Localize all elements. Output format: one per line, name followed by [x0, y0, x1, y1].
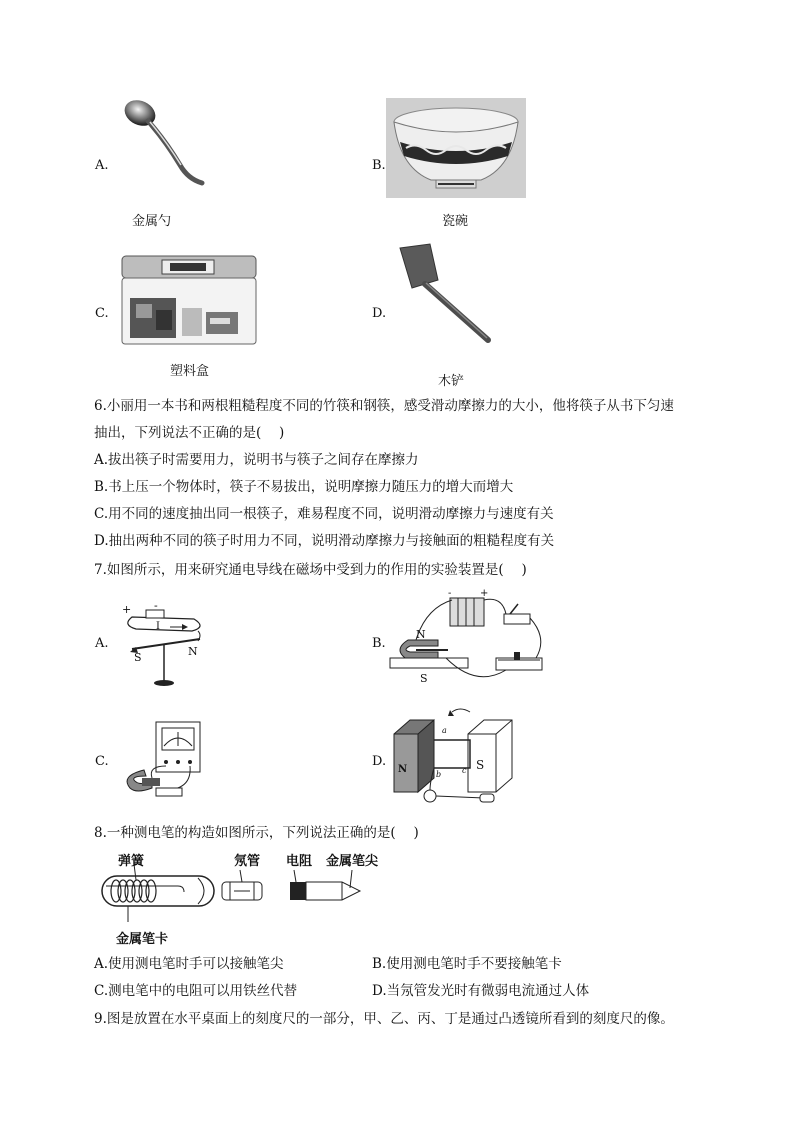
q8-neon-tube-label: 氖管: [234, 854, 261, 869]
q7-d-b-label: b: [436, 770, 442, 779]
q6-option-c: C.用不同的速度抽出同一根筷子，难易程度不同，说明滑动摩擦力与速度有关: [94, 506, 554, 522]
q7-a-plus-label: +: [122, 603, 132, 616]
q5-option-d-letter: D.: [372, 306, 387, 321]
spoon-photo-icon: [110, 95, 210, 195]
q8-option-b: B.使用测电笔时手不要接触笔卡: [372, 956, 562, 972]
q7-b-plus-label: +: [480, 588, 489, 599]
q8-option-c: C.测电笔中的电阻可以用铁丝代替: [94, 983, 298, 999]
q8-resistor-label: 电阻: [286, 854, 313, 869]
q7-d-n-label: N: [398, 764, 408, 775]
q8-option-d: D.当氖管发光时有微弱电流通过人体: [372, 983, 590, 999]
q7-figure-a: [112, 597, 222, 689]
magnet-coil-apparatus-icon: [390, 706, 520, 810]
q7-b-n-label: N: [416, 628, 426, 641]
q7-a-minus-label: -: [154, 599, 158, 612]
q7-a-n-label: N: [188, 645, 198, 658]
q8-metal-clip-label: 金属笔卡: [116, 932, 169, 947]
q6-stem-line2: 抽出，下列说法不正确的是( ): [94, 425, 285, 441]
q7-d-s-label: S: [476, 758, 485, 772]
q8-metal-tip-label: 金属笔尖: [326, 854, 379, 869]
q5-option-d-caption: 木铲: [438, 374, 465, 389]
q7-d-c-label: c: [462, 766, 467, 775]
q6-option-b: B.书上压一个物体时，筷子不易拔出，说明摩擦力随压力的增大而增大: [94, 479, 514, 495]
bowl-photo-icon: [386, 98, 526, 198]
q7-d-a-label: a: [442, 726, 447, 735]
q9-stem: 9.图是放置在水平桌面上的刻度尺的一部分，甲、乙、丙、丁是通过凸透镜所看到的刻度尺的像。: [94, 1011, 674, 1027]
q6-option-d: D.抽出两种不同的筷子时用力不同，说明滑动摩擦力与接触面的粗糙程度有关: [94, 533, 555, 549]
wooden-spatula-photo-icon: [390, 240, 500, 350]
q6-stem-line1: 6.小丽用一本书和两根粗糙程度不同的竹筷和钢筷，感受滑动摩擦力的大小，他将筷子从书下匀速: [94, 398, 674, 414]
q5-option-c-caption: 塑料盒: [170, 364, 210, 379]
q5-option-b-letter: B.: [372, 158, 386, 173]
q5-option-c-letter: C.: [95, 306, 109, 321]
q7-a-current-label: I: [156, 621, 160, 632]
q7-b-minus-label: -: [448, 588, 452, 599]
q5-option-a-caption: 金属勺: [132, 214, 172, 229]
q8-figure-test-pen: [98, 848, 398, 948]
q7-a-s-label: S: [134, 651, 142, 664]
motor-principle-apparatus-icon: [386, 588, 548, 688]
q8-stem: 8.一种测电笔的构造如图所示，下列说法正确的是( ): [94, 825, 419, 841]
galvanometer-induction-apparatus-icon: [112, 718, 212, 804]
q7-option-c-letter: C.: [95, 754, 109, 769]
q7-stem: 7.如图所示，用来研究通电导线在磁场中受到力的作用的实验装置是( ): [94, 562, 527, 578]
q5-option-b-caption: 瓷碗: [442, 214, 469, 229]
q7-figure-d: [390, 706, 520, 810]
q5-option-a-letter: A.: [95, 158, 109, 173]
q8-option-a: A.使用测电笔时手可以接触笔尖: [94, 956, 284, 972]
q7-option-a-letter: A.: [95, 636, 109, 651]
plastic-box-photo-icon: [118, 250, 260, 350]
q7-b-s-label: S: [420, 672, 428, 685]
q8-spring-label: 弹簧: [118, 854, 145, 869]
q6-option-a: A.拔出筷子时需要用力，说明书与筷子之间存在摩擦力: [94, 452, 419, 468]
q7-option-d-letter: D.: [372, 754, 387, 769]
q7-option-b-letter: B.: [372, 636, 386, 651]
q7-figure-b: [386, 588, 548, 688]
